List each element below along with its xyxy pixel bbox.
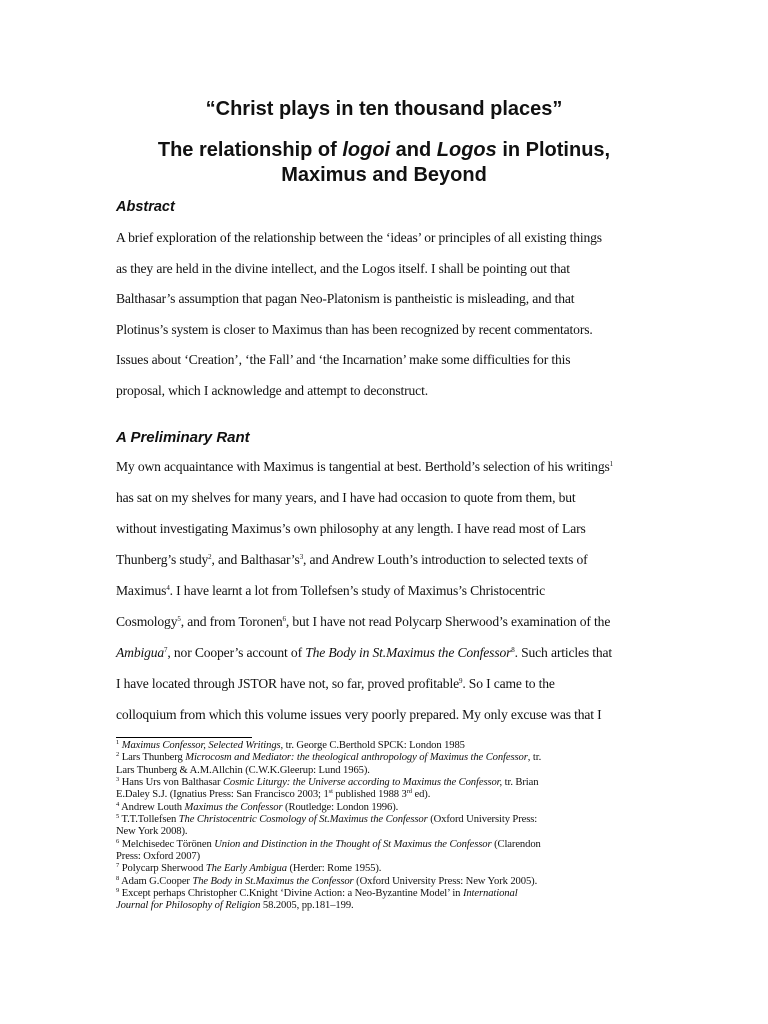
footnote-text: The Christocentric Cosmology of St.Maximus the Confessor — [178, 814, 428, 826]
rant-text: , but I have not read Polycarp Sherwood’s examination of the — [285, 614, 611, 629]
rant-line: has sat on my shelves for many years, and I have had occasion to quote from them, but — [116, 490, 576, 505]
subtitle-logos: Logos — [436, 139, 497, 161]
footnote-text: tr. Brian — [502, 777, 539, 789]
subtitle-text: and — [390, 139, 437, 161]
subtitle-line-2: Maximus and Beyond — [281, 164, 487, 186]
rant-text: My own acquaintance with Maximus is tangential at best. Berthold’s selection of his writings — [116, 459, 610, 474]
footnote-text: Maximus the Confessor — [184, 801, 283, 813]
footnote-text: International — [462, 888, 518, 900]
rant-line — [116, 676, 555, 692]
footnote-number: 4 — [116, 800, 120, 808]
rant-text: Maximus — [116, 583, 167, 598]
subtitle-logoi: logoi — [342, 139, 391, 161]
footnote-text: Polycarp Sherwood — [119, 863, 206, 875]
footnote-text: Maximus Confessor, Selected Writings — [121, 740, 281, 751]
footnote-text: Press: Oxford 2007) — [116, 851, 201, 863]
footnote — [116, 888, 662, 913]
abstract-line: Plotinus’s system is closer to Maximus than has been recognized by recent commentators. — [116, 322, 593, 337]
rant-line: colloquium from which this volume issues very poorly prepared. My only excuse was that I — [116, 707, 602, 722]
footnote-text: (Oxford University Press: New York 2005). — [353, 875, 538, 887]
footnote — [116, 863, 662, 875]
footnote — [116, 839, 662, 864]
rant-italic: The Body in St.Maximus the Confessor — [305, 645, 512, 660]
footnote-text: (Routledge: London 1996). — [282, 801, 399, 813]
footnote-text: 58.2005, pp.181–199. — [260, 900, 354, 912]
footnotes — [116, 740, 662, 913]
footnote — [116, 876, 662, 888]
rant-heading: A Preliminary Rant — [116, 429, 250, 446]
footnote-number: 6 — [116, 837, 120, 845]
rant-text: , and Balthasar’s — [211, 552, 300, 567]
abstract-heading: Abstract — [116, 199, 175, 215]
footnote-ref: 2 — [208, 553, 212, 561]
footnote — [116, 752, 662, 777]
rant-text: , nor Cooper’s account of — [167, 645, 306, 660]
footnote-number: 9 — [116, 887, 120, 895]
footnote-text: ed). — [411, 789, 431, 801]
footnote-ref: 4 — [166, 584, 170, 592]
footnote-ref: 7 — [164, 646, 168, 654]
footnote-text: Hans Urs von Balthasar — [119, 777, 223, 789]
rant-line — [116, 459, 613, 475]
footnote-text: Union and Distinction in the Thought of St Maximus the Confessor — [214, 838, 492, 850]
footnote — [116, 814, 662, 839]
rant-text: . Such articles that — [514, 645, 613, 660]
ordinal-suffix: st — [328, 788, 333, 796]
page-title: “Christ plays in ten thousand places” — [205, 98, 563, 120]
footnote-text: Except perhaps Christopher C.Knight ‘Divine Action: a Neo-Byzantine Model’ in — [119, 888, 463, 900]
rant-text: Cosmology — [116, 614, 178, 629]
footnote-text: , tr. — [527, 752, 542, 764]
footnote-text: , tr. George C.Berthold SPCK: London 1985 — [280, 740, 465, 751]
abstract-line: as they are held in the divine intellect, and the Logos itself. I shall be pointing out that — [116, 261, 570, 276]
rant-line — [116, 614, 610, 630]
footnote-text: The Early Ambigua — [205, 863, 287, 875]
rant-line — [116, 645, 612, 661]
rant-line — [116, 552, 588, 568]
rant-text: . I have learnt a lot from Tollefsen’s study of Maximus’s Christocentric — [169, 583, 546, 598]
footnote-ref: 3 — [299, 553, 304, 561]
footnote — [116, 802, 662, 814]
footnote-text: Lars Thunberg — [119, 752, 186, 764]
footnote-text: (Oxford University Press: — [427, 814, 538, 826]
footnote-text: Cosmic Liturgy: the Universe according to Maximus the Confessor, — [222, 777, 503, 789]
abstract-line: proposal, which I acknowledge and attempt to deconstruct. — [116, 383, 428, 398]
page-subtitle — [0, 138, 768, 188]
abstract-line: Issues about ‘Creation’, ‘the Fall’ and ‘the Incarnation’ make some difficulties for this — [116, 352, 571, 367]
footnote-ref: 6 — [282, 615, 286, 623]
abstract-line: A brief exploration of the relationship between the ‘ideas’ or principles of all existing things — [116, 230, 602, 245]
ordinal-suffix: rd — [406, 788, 412, 796]
rant-text: Thunberg’s study — [116, 552, 209, 567]
footnote-text: Melchisedec Törönen — [119, 838, 215, 850]
footnote-text: (Herder: Rome 1955). — [286, 863, 382, 875]
footnote-text: Adam G.Cooper — [119, 875, 193, 887]
footnote-text: E.Daley S.J. (Ignatius Press: San Francisco 2003; 1 — [116, 789, 329, 801]
subtitle-text: in Plotinus, — [496, 139, 611, 161]
footnote-ref: 9 — [458, 677, 463, 685]
rant-text: , and from Toronen — [180, 614, 283, 629]
footnote-number: 8 — [116, 874, 120, 882]
footnote-number: 2 — [116, 751, 120, 759]
footnote-ref: 8 — [511, 646, 515, 654]
rant-text: . So I came to the — [462, 676, 555, 691]
footnote-number: 1 — [116, 739, 120, 746]
footnote-text: Microcosm and Mediator: the theological anthropology of Maximus the Confessor — [185, 752, 528, 764]
rant-line: without investigating Maximus’s own philosophy at any length. I have read most of Lars — [116, 521, 586, 536]
footnote-text: New York 2008). — [116, 826, 188, 838]
footnote — [116, 740, 662, 752]
rant-text: I have located through JSTOR have not, so far, proved profitable — [116, 676, 459, 691]
footnote-text: (Clarendon — [491, 838, 541, 850]
subtitle-text: The relationship of — [157, 139, 343, 161]
footnote-text: Lars Thunberg & A.M.Allchin (C.W.K.Gleerup: Lund 1965). — [116, 764, 370, 776]
footnote-text: Journal for Philosophy of Religion — [116, 900, 261, 912]
rant-text: , and Andrew Louth’s introduction to selected texts of — [303, 552, 588, 567]
footnote — [116, 777, 662, 802]
footnote-text: Andrew Louth — [119, 801, 185, 813]
abstract-line: Balthasar’s assumption that pagan Neo-Platonism is pantheistic is misleading, and that — [116, 291, 575, 306]
footnote-ref: 5 — [177, 615, 181, 623]
footnote-text: T.T.Tollefsen — [119, 814, 179, 826]
footnote-text: The Body in St.Maximus the Confessor — [192, 875, 354, 887]
footnote-divider — [116, 737, 252, 738]
footnote-number: 7 — [116, 862, 120, 870]
footnote-number: 5 — [116, 813, 120, 821]
rant-italic: Ambigua — [116, 645, 165, 660]
footnote-number: 3 — [116, 776, 120, 784]
footnote-ref: 1 — [609, 460, 613, 468]
rant-line — [116, 583, 545, 599]
footnote-text: published 1988 3 — [332, 789, 407, 801]
